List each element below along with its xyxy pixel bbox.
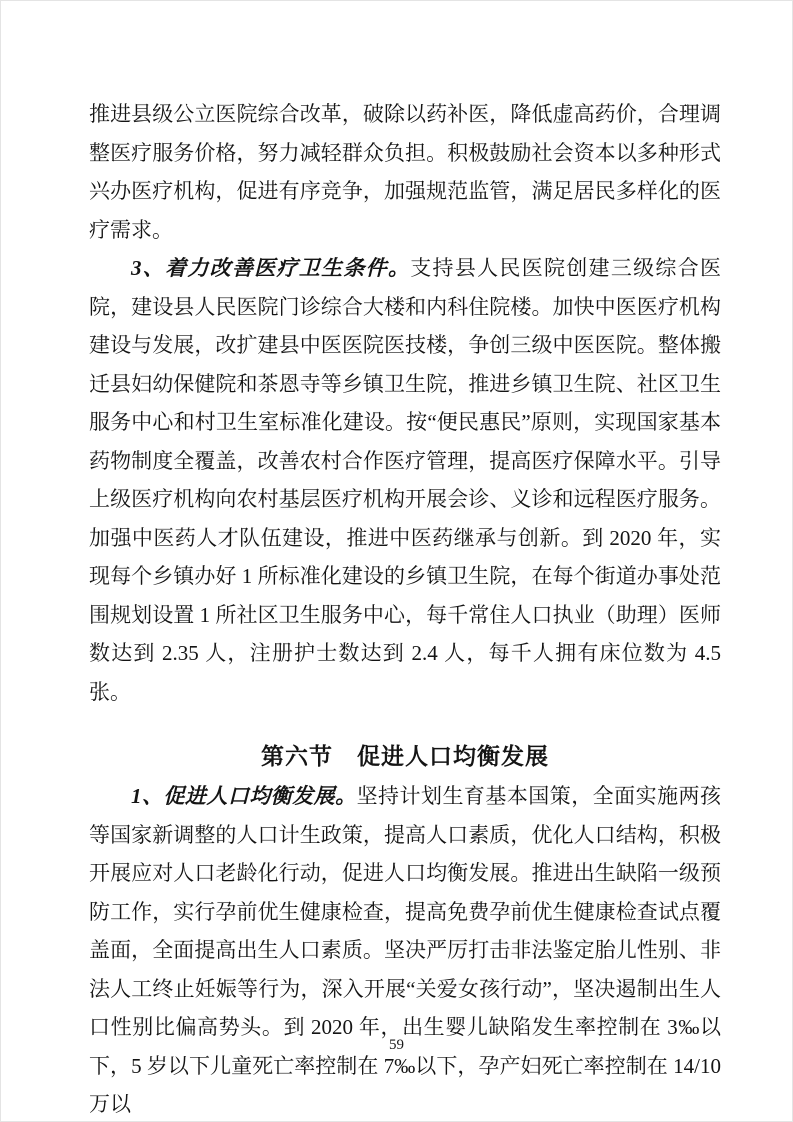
paragraph-text: 坚持计划生育基本国策，全面实施两孩等国家新调整的人口计生政策，提高人口素质，优化人口结构，积极开展应对人口老龄化行动，促进人口均衡发展。推进出生缺陷一级预防工作，实行孕前优生健康检查，提高免费孕前优生健康检查试点覆盖面，全面提高出生人口素质。坚决严厉打击非法鉴定胎儿性别、非法人工终止妊娠等行为，深入开展“关爱女孩行动”，坚决遏制出生人口性别比偏高势头。到 2020 年，出生婴儿缺陷发生率控制在 3‰以下，5 岁以下儿童死亡率控制在 7‰以下，孕产妇死亡率控制在 14/10 万以	[89, 784, 721, 1116]
page-body	[89, 95, 721, 1122]
paragraph-item-3	[89, 249, 721, 711]
page-number: 59	[389, 1037, 404, 1053]
paragraph-lead: 3、着力改善医疗卫生条件。	[131, 256, 411, 280]
paragraph-text: 推进县级公立医院综合改革，破除以药补医，降低虚高药价，合理调整医疗服务价格，努力减轻群众负担。积极鼓励社会资本以多种形式兴办医疗机构，促进有序竞争，加强规范监管，满足居民多样化的医疗需求。	[89, 102, 721, 242]
paragraph-item-1	[89, 777, 721, 1122]
paragraph-lead: 1、促进人口均衡发展。	[131, 784, 357, 808]
paragraph-continuation	[89, 95, 721, 249]
paragraph-text: 支持县人民医院创建三级综合医院，建设县人民医院门诊综合大楼和内科住院楼。加快中医医疗机构建设与发展，改扩建县中医医院医技楼，争创三级中医医院。整体搬迁县妇幼保健院和茶恩寺等乡镇卫生院，推进乡镇卫生院、社区卫生服务中心和村卫生室标准化建设。按“便民惠民”原则，实现国家基本药物制度全覆盖，改善农村合作医疗管理，提高医疗保障水平。引导上级医疗机构向农村基层医疗机构开展会诊、义诊和远程医疗服务。加强中医药人才队伍建设，推进中医药继承与创新。到 2020 年，实现每个乡镇办好 1 所标准化建设的乡镇卫生院，在每个街道办事处范围规划设置 1 所社区卫生服务中心，每千常住人口执业（助理）医师数达到 2.35 人，注册护士数达到 2.4 人，每千人拥有床位数为 4.5 张。	[89, 256, 721, 704]
section-heading: 第六节 促进人口均衡发展	[261, 744, 549, 769]
